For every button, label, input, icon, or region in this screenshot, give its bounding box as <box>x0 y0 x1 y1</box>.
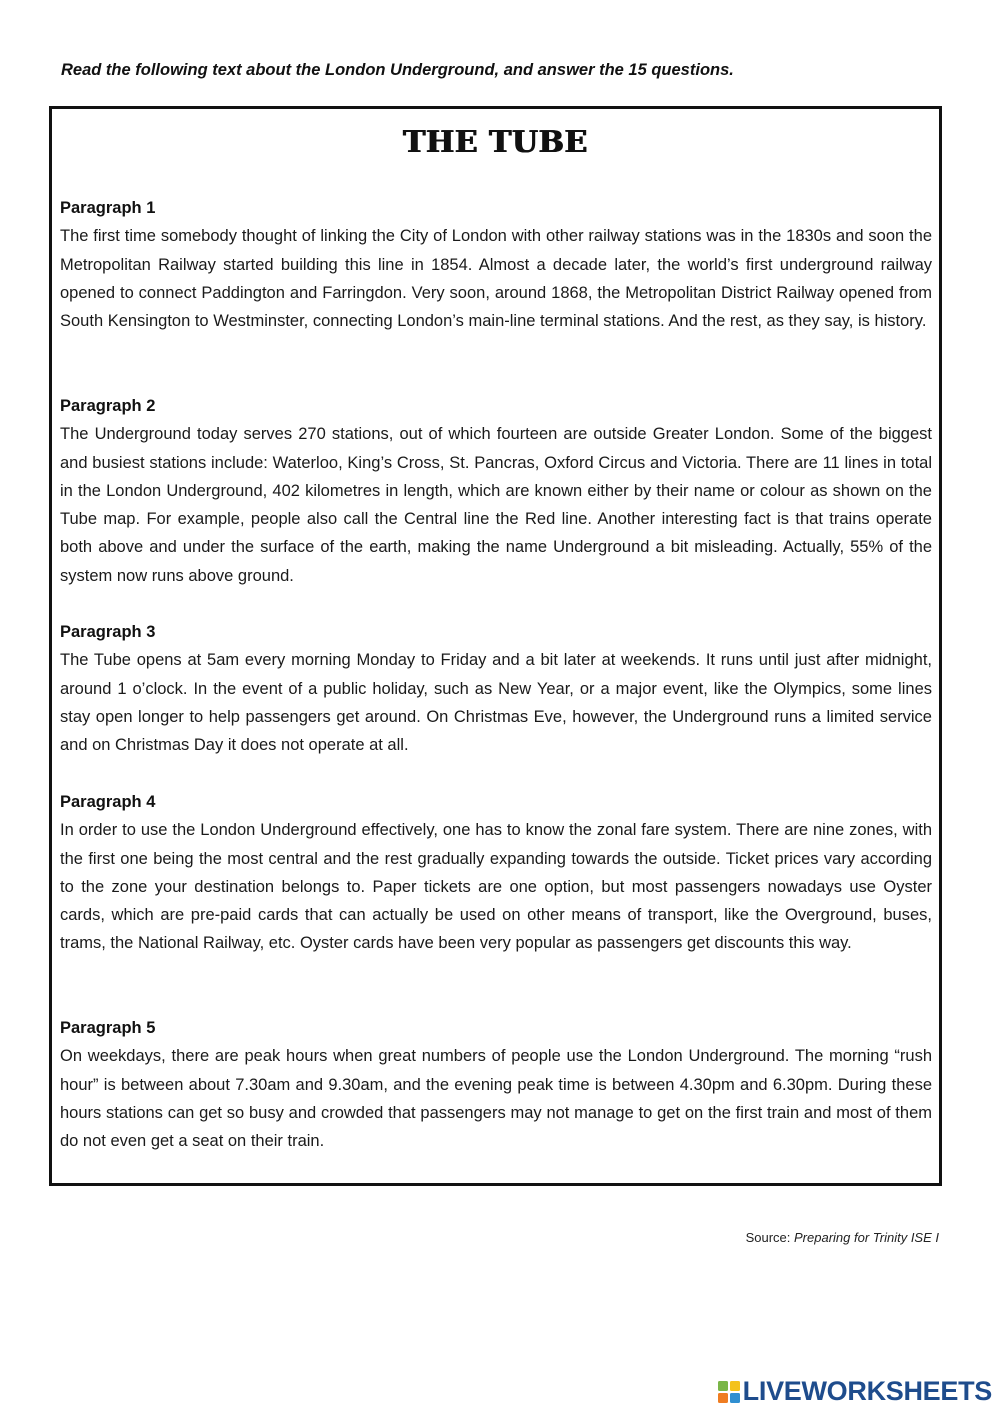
page-title: THE TUBE <box>403 125 588 160</box>
paragraph-body: The first time somebody thought of linking the City of London with other railway stations was in the 1830s and soon the Metropolitan Railway started building this line in 1854. Almost a decade later, the world’s first underground railway opened to connect Paddington and Farringdon. Very soon, around 1868, the Metropolitan District Railway opened from South Kensington to Westminster, connecting London’s main-line terminal stations. And the rest, as they say, is history. <box>60 227 932 331</box>
paragraph-body: The Tube opens at 5am every morning Monday to Friday and a bit later at weekends. It runs until just after midnight, around 1 o’clock. In the event of a public holiday, such as New Year, or a major event, like the Olympics, some lines stay open longer to help passengers get around. On Christmas Eve, however, the Underground runs a limited service and on Christmas Day it does not operate at all. <box>60 651 932 755</box>
liveworksheets-logo-icon <box>718 1381 740 1403</box>
paragraph-heading: Paragraph 4 <box>60 793 156 811</box>
paragraph-1 <box>60 194 932 335</box>
paragraph-heading: Paragraph 1 <box>60 199 156 217</box>
paragraph-heading: Paragraph 2 <box>60 397 156 415</box>
instruction-text: Read the following text about the London Underground, and answer the 15 questions. <box>61 61 734 79</box>
source-title: Preparing for Trinity ISE I <box>794 1230 939 1245</box>
paragraph-body: The Underground today serves 270 stations, out of which fourteen are outside Greater London. Some of the biggest and busiest stations include: Waterloo, King’s Cross, St. Pancras, Oxford Circus and Victoria. There are 11 lines in total in the London Underground, 402 kilometres in length, which are known either by their name or colour as shown on the Tube map. For example, people also call the Central line the Red line. Another interesting fact is that trains operate both above and under the surface of the earth, making the name Underground a bit misleading. Actually, 55% of the system now runs above ground. <box>60 425 932 585</box>
paragraph-body: On weekdays, there are peak hours when great numbers of people use the London Underground. The morning “rush hour” is between about 7.30am and 9.30am, and the evening peak time is between 4.30pm and 6.30pm. During these hours stations can get so busy and crowded that passengers may not manage to get on the first train and most of them do not even get a seat on their train. <box>60 1047 932 1151</box>
source-label: Source: <box>745 1230 795 1245</box>
paragraph-2 <box>60 392 932 590</box>
liveworksheets-brand[interactable] <box>718 1378 992 1405</box>
reading-text-box <box>49 106 942 1186</box>
paragraph-heading: Paragraph 3 <box>60 623 156 641</box>
paragraph-heading: Paragraph 5 <box>60 1019 156 1037</box>
paragraph-5 <box>60 1014 932 1155</box>
paragraph-4 <box>60 788 932 958</box>
source-citation <box>746 1230 939 1245</box>
paragraph-3 <box>60 618 932 759</box>
paragraph-body: In order to use the London Underground effectively, one has to know the zonal fare system. There are nine zones, with the first one being the most central and the rest gradually expanding towards the outside. Ticket prices vary according to the zone your destination belongs to. Paper tickets are one option, but most passengers nowadays use Oyster cards, which are pre-paid cards that can actually be used on other means of transport, like the Overground, buses, trams, the National Railway, etc. Oyster cards have been very popular as passengers get discounts this way. <box>60 821 932 953</box>
brand-name: LIVEWORKSHEETS <box>742 1376 992 1406</box>
